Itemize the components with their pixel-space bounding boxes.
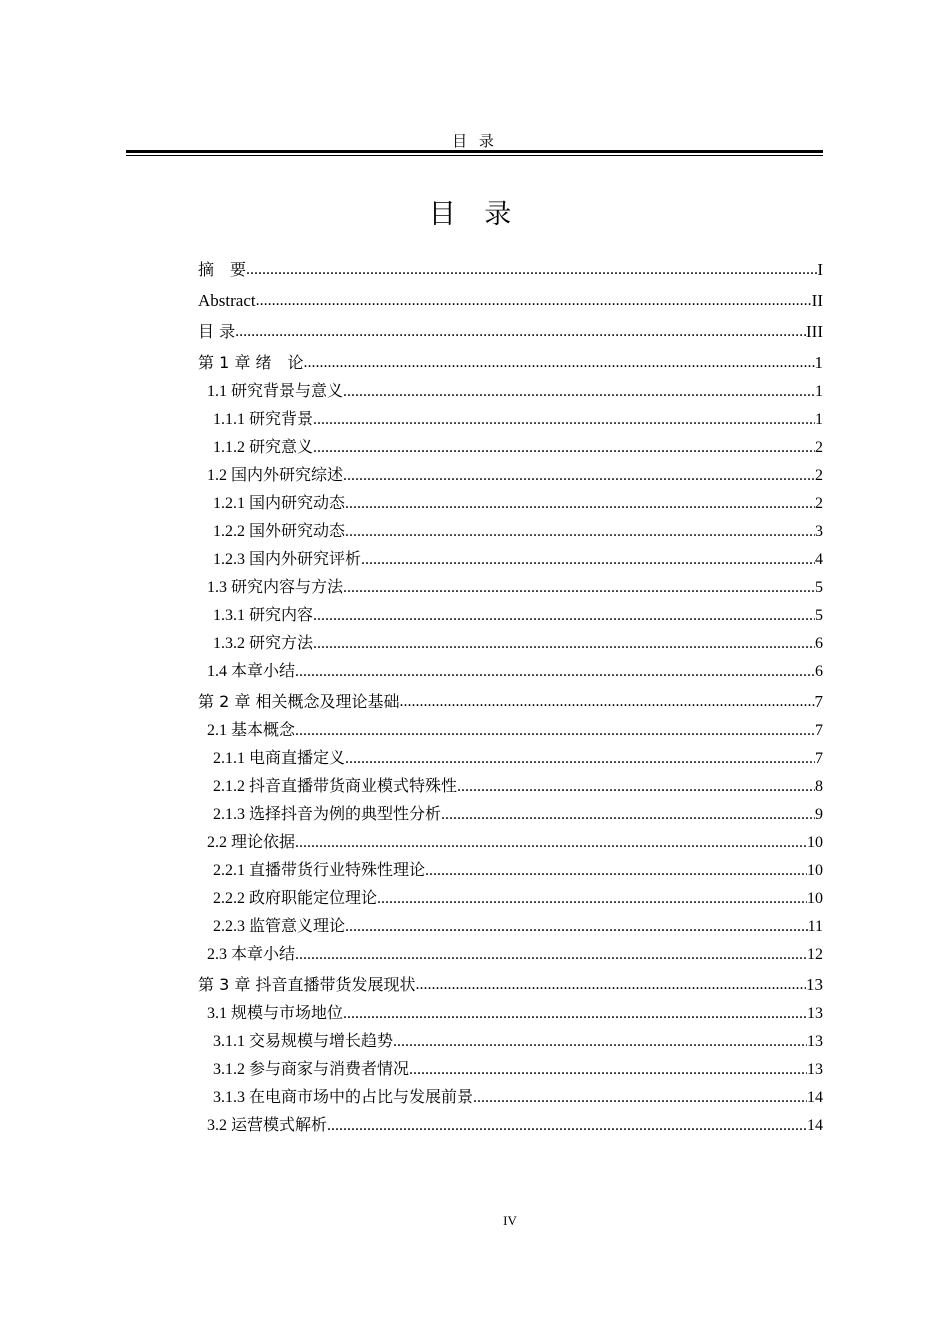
toc-entry[interactable] (198, 1028, 823, 1056)
toc-entry-label: 1.3 研究内容与方法 (207, 579, 344, 596)
toc-entry[interactable] (198, 574, 823, 602)
toc-entry[interactable] (198, 490, 823, 518)
toc-entry-label: 1.1.2 研究意义 (213, 439, 314, 456)
toc-leader-dots (473, 1084, 807, 1112)
toc-entry[interactable] (198, 1000, 823, 1028)
toc-leader-dots (343, 462, 815, 490)
toc-entry-label: 1.1.1 研究背景 (213, 411, 314, 428)
toc-leader-dots (343, 1000, 807, 1028)
toc-entry-label: 1.2.1 国内研究动态 (213, 495, 346, 512)
toc-entry-page: 10 (807, 834, 823, 851)
toc-entry-page: 4 (815, 551, 823, 568)
header-rule-thick (126, 150, 823, 153)
toc-entry-page: 1 (814, 353, 823, 372)
toc-entry-page: 2 (815, 495, 823, 512)
toc-entry-page: 13 (806, 975, 823, 994)
toc-entry[interactable] (198, 285, 823, 316)
toc-leader-dots (345, 745, 815, 773)
toc-entry[interactable] (198, 1084, 823, 1112)
toc-entry-page: 12 (807, 946, 823, 963)
toc-leader-dots (343, 378, 815, 406)
toc-entry-label: 摘 要 (198, 260, 247, 279)
toc-entry-label: 3.1.3 在电商市场中的占比与发展前景 (213, 1089, 474, 1106)
toc-entry[interactable] (198, 518, 823, 546)
toc-entry[interactable] (198, 316, 823, 347)
toc-entry-page: 2 (815, 467, 823, 484)
toc-entry-page: 11 (807, 918, 823, 935)
running-header: 目 录 (452, 134, 498, 150)
toc-leader-dots (345, 913, 808, 941)
toc-entry[interactable] (198, 658, 823, 686)
toc-leader-dots (295, 658, 815, 686)
toc-entry[interactable] (198, 717, 823, 745)
toc-entry[interactable] (198, 630, 823, 658)
toc-entry-label: 2.1.1 电商直播定义 (213, 750, 346, 767)
toc-leader-dots (295, 829, 807, 857)
page-number: IV (503, 1213, 517, 1228)
header-rule-thin (126, 155, 823, 156)
toc-entry-label: 2.1.3 选择抖音为例的典型性分析 (213, 806, 442, 823)
toc-leader-dots (393, 1028, 807, 1056)
toc-leader-dots (303, 347, 814, 378)
toc-entry-label: 3.1 规模与市场地位 (207, 1005, 344, 1022)
toc-leader-dots (361, 546, 815, 574)
table-of-contents (198, 254, 823, 1140)
toc-entry-label: 第 1 章 绪 论 (198, 353, 304, 372)
toc-entry[interactable] (198, 546, 823, 574)
toc-leader-dots (441, 801, 815, 829)
toc-entry-label: 1.2.3 国内外研究评析 (213, 551, 362, 568)
toc-entry-page: 7 (814, 692, 823, 711)
toc-entry-page: III (806, 322, 823, 341)
toc-entry[interactable] (198, 857, 823, 885)
toc-entry[interactable] (198, 1112, 823, 1140)
toc-entry-page: 13 (807, 1061, 823, 1078)
toc-leader-dots (313, 602, 815, 630)
toc-entry-label: 2.2.3 监管意义理论 (213, 918, 346, 935)
toc-entry-label: 2.3 本章小结 (207, 946, 296, 963)
toc-leader-dots (295, 941, 807, 969)
toc-entry-label: 2.2.2 政府职能定位理论 (213, 890, 378, 907)
toc-entry[interactable] (198, 462, 823, 490)
toc-entry-page: 14 (807, 1117, 823, 1134)
toc-entry-page: 2 (815, 439, 823, 456)
toc-leader-dots (313, 630, 815, 658)
toc-entry-label: 1.4 本章小结 (207, 663, 296, 680)
toc-entry-label: 1.2.2 国外研究动态 (213, 523, 346, 540)
toc-leader-dots (415, 969, 806, 1000)
toc-entry[interactable] (198, 347, 823, 378)
toc-entry[interactable] (198, 913, 823, 941)
toc-leader-dots (246, 254, 817, 285)
toc-entry-label: 2.1.2 抖音直播带货商业模式特殊性 (213, 778, 458, 795)
toc-entry-page: 14 (807, 1089, 823, 1106)
toc-entry-label: Abstract (198, 291, 256, 310)
toc-entry[interactable] (198, 745, 823, 773)
toc-entry-label: 1.2 国内外研究综述 (207, 467, 344, 484)
toc-leader-dots (295, 717, 815, 745)
toc-entry-page: 6 (815, 663, 823, 680)
page-title: 目 录 (428, 199, 522, 230)
toc-leader-dots (345, 518, 815, 546)
toc-entry-page: 3 (815, 523, 823, 540)
toc-entry-page: 9 (815, 806, 823, 823)
toc-entry-label: 3.1.1 交易规模与增长趋势 (213, 1033, 394, 1050)
toc-entry-label: 3.2 运营模式解析 (207, 1117, 328, 1134)
toc-entry-label: 2.2.1 直播带货行业特殊性理论 (213, 862, 426, 879)
toc-entry-page: 13 (807, 1033, 823, 1050)
toc-entry-label: 2.1 基本概念 (207, 722, 296, 739)
toc-entry-label: 2.2 理论依据 (207, 834, 296, 851)
toc-entry[interactable] (198, 434, 823, 462)
toc-entry[interactable] (198, 686, 823, 717)
toc-leader-dots (256, 285, 812, 316)
toc-entry-page: 10 (807, 862, 823, 879)
toc-entry-page: II (811, 291, 823, 310)
toc-leader-dots (457, 773, 815, 801)
toc-entry-page: 8 (815, 778, 823, 795)
toc-entry[interactable] (198, 1056, 823, 1084)
toc-entry-label: 1.3.1 研究内容 (213, 607, 314, 624)
toc-leader-dots (327, 1112, 807, 1140)
toc-entry-page: 6 (815, 635, 823, 652)
toc-leader-dots (345, 490, 815, 518)
toc-entry[interactable] (198, 829, 823, 857)
toc-entry-label: 3.1.2 参与商家与消费者情况 (213, 1061, 410, 1078)
toc-leader-dots (313, 434, 815, 462)
toc-entry-label: 目 录 (198, 322, 236, 341)
toc-entry[interactable] (198, 254, 823, 285)
toc-entry-page: 5 (815, 607, 823, 624)
toc-entry-page: 5 (815, 579, 823, 596)
toc-leader-dots (343, 574, 815, 602)
toc-entry-label: 第 3 章 抖音直播带货发展现状 (198, 975, 416, 994)
toc-entry[interactable] (198, 773, 823, 801)
toc-entry-label: 第 2 章 相关概念及理论基础 (198, 692, 400, 711)
toc-entry[interactable] (198, 801, 823, 829)
toc-entry-page: 1 (815, 411, 823, 428)
toc-leader-dots (377, 885, 807, 913)
toc-entry[interactable] (198, 885, 823, 913)
toc-entry[interactable] (198, 406, 823, 434)
toc-entry-label: 1.1 研究背景与意义 (207, 383, 344, 400)
toc-leader-dots (313, 406, 815, 434)
toc-entry-page: 7 (815, 722, 823, 739)
toc-leader-dots (425, 857, 807, 885)
toc-entry-page: 7 (815, 750, 823, 767)
toc-leader-dots (235, 316, 806, 347)
toc-entry-page: 13 (807, 1005, 823, 1022)
toc-entry[interactable] (198, 602, 823, 630)
toc-entry-page: I (817, 260, 823, 279)
toc-leader-dots (399, 686, 814, 717)
toc-entry[interactable] (198, 941, 823, 969)
toc-leader-dots (409, 1056, 807, 1084)
toc-entry-page: 1 (815, 383, 823, 400)
toc-entry-page: 10 (807, 890, 823, 907)
toc-entry[interactable] (198, 378, 823, 406)
toc-entry[interactable] (198, 969, 823, 1000)
toc-entry-label: 1.3.2 研究方法 (213, 635, 314, 652)
